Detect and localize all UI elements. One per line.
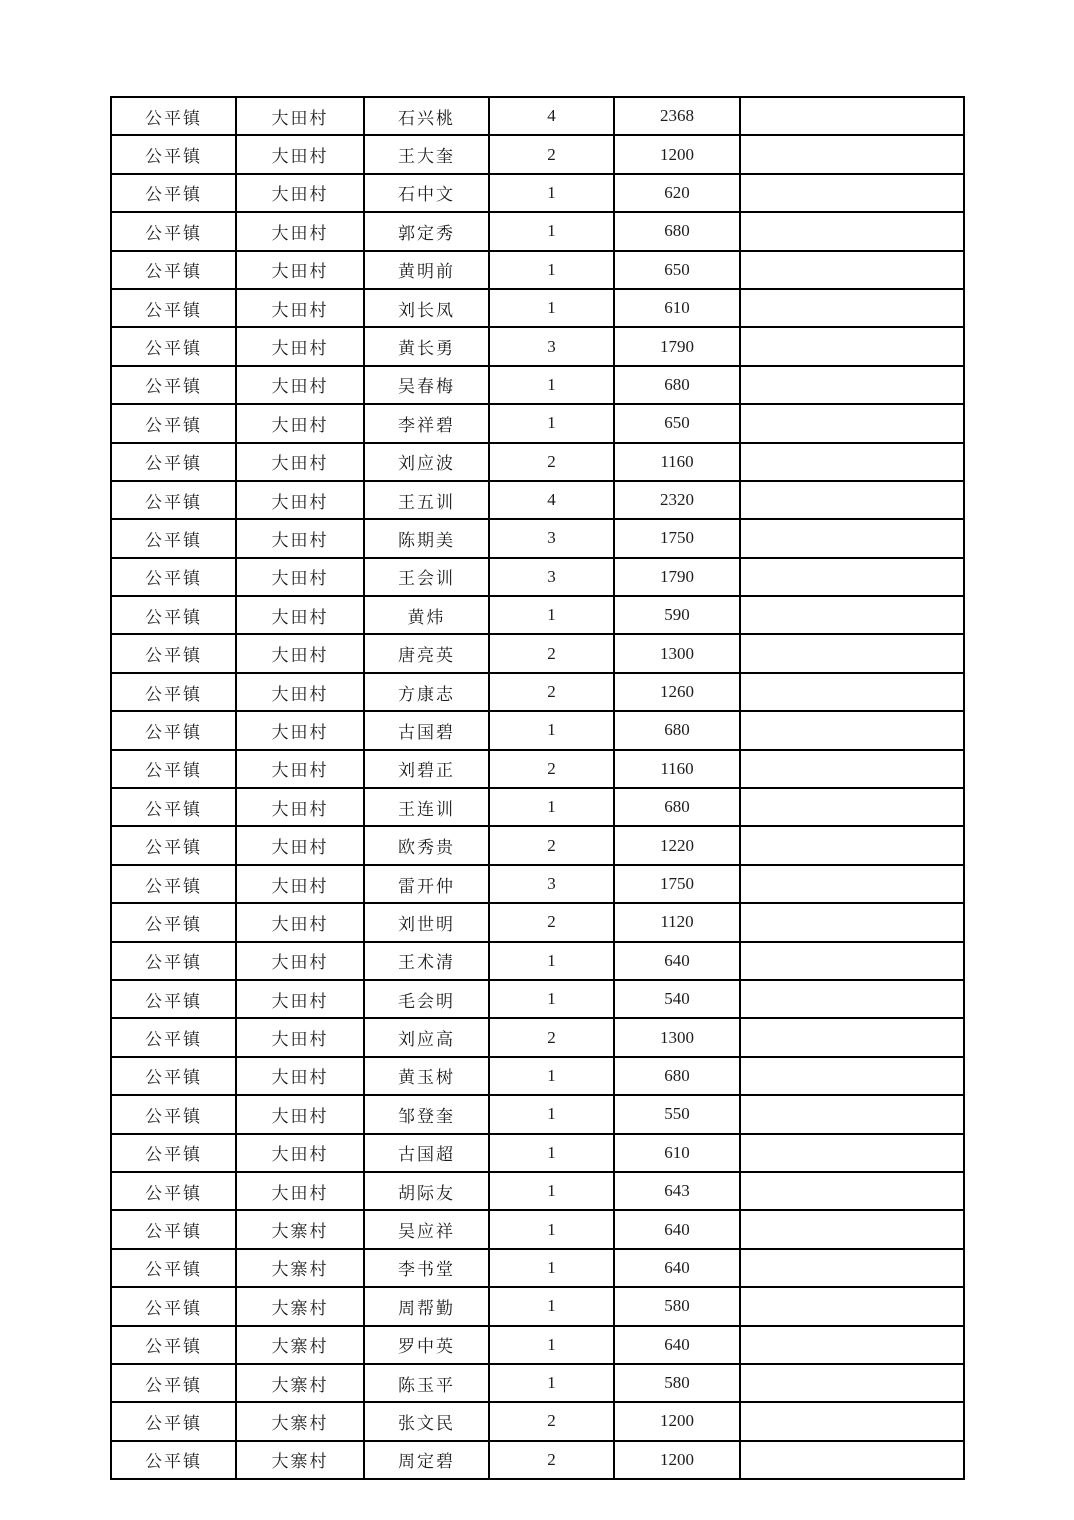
cell-amount: 1220 xyxy=(614,826,740,864)
cell-amount: 540 xyxy=(614,980,740,1018)
cell-note xyxy=(740,1210,964,1248)
cell-name: 刘碧正 xyxy=(364,750,489,788)
cell-town: 公平镇 xyxy=(111,97,236,135)
cell-name: 张文民 xyxy=(364,1402,489,1440)
table-row xyxy=(111,980,964,1018)
cell-amount: 1160 xyxy=(614,750,740,788)
cell-note xyxy=(740,1249,964,1287)
cell-town: 公平镇 xyxy=(111,865,236,903)
cell-town: 公平镇 xyxy=(111,327,236,365)
cell-village: 大田村 xyxy=(236,443,364,481)
table-row xyxy=(111,1057,964,1095)
cell-town: 公平镇 xyxy=(111,1326,236,1364)
cell-name: 毛会明 xyxy=(364,980,489,1018)
cell-town: 公平镇 xyxy=(111,750,236,788)
cell-name: 李祥碧 xyxy=(364,404,489,442)
cell-count: 1 xyxy=(489,174,614,212)
cell-town: 公平镇 xyxy=(111,711,236,749)
cell-amount: 1200 xyxy=(614,1402,740,1440)
cell-note xyxy=(740,174,964,212)
cell-amount: 580 xyxy=(614,1287,740,1325)
cell-amount: 640 xyxy=(614,1210,740,1248)
cell-town: 公平镇 xyxy=(111,1249,236,1287)
cell-amount: 640 xyxy=(614,942,740,980)
cell-name: 王连训 xyxy=(364,788,489,826)
cell-name: 李书堂 xyxy=(364,1249,489,1287)
table-row xyxy=(111,634,964,672)
cell-name: 欧秀贵 xyxy=(364,826,489,864)
table-row xyxy=(111,366,964,404)
cell-village: 大寨村 xyxy=(236,1441,364,1479)
table-row xyxy=(111,404,964,442)
cell-town: 公平镇 xyxy=(111,1172,236,1210)
cell-amount: 640 xyxy=(614,1249,740,1287)
cell-village: 大田村 xyxy=(236,980,364,1018)
cell-town: 公平镇 xyxy=(111,558,236,596)
cell-count: 1 xyxy=(489,1364,614,1402)
cell-village: 大寨村 xyxy=(236,1364,364,1402)
cell-town: 公平镇 xyxy=(111,942,236,980)
cell-amount: 1790 xyxy=(614,558,740,596)
cell-town: 公平镇 xyxy=(111,1210,236,1248)
cell-town: 公平镇 xyxy=(111,634,236,672)
cell-town: 公平镇 xyxy=(111,826,236,864)
cell-name: 周定碧 xyxy=(364,1441,489,1479)
cell-note xyxy=(740,519,964,557)
cell-note xyxy=(740,865,964,903)
cell-amount: 1750 xyxy=(614,865,740,903)
cell-amount: 2320 xyxy=(614,481,740,519)
cell-name: 陈期美 xyxy=(364,519,489,557)
cell-note xyxy=(740,596,964,634)
cell-amount: 1790 xyxy=(614,327,740,365)
cell-town: 公平镇 xyxy=(111,1018,236,1056)
cell-town: 公平镇 xyxy=(111,481,236,519)
cell-amount: 1200 xyxy=(614,135,740,173)
cell-village: 大田村 xyxy=(236,481,364,519)
cell-town: 公平镇 xyxy=(111,596,236,634)
cell-name: 雷开仲 xyxy=(364,865,489,903)
table-body xyxy=(111,97,964,1479)
cell-note xyxy=(740,1287,964,1325)
table-row xyxy=(111,1210,964,1248)
cell-name: 唐亮英 xyxy=(364,634,489,672)
cell-village: 大田村 xyxy=(236,97,364,135)
cell-count: 4 xyxy=(489,481,614,519)
cell-amount: 620 xyxy=(614,174,740,212)
table-row xyxy=(111,519,964,557)
cell-amount: 1300 xyxy=(614,634,740,672)
cell-note xyxy=(740,1402,964,1440)
cell-amount: 1200 xyxy=(614,1441,740,1479)
cell-town: 公平镇 xyxy=(111,366,236,404)
cell-name: 刘应波 xyxy=(364,443,489,481)
cell-name: 王术清 xyxy=(364,942,489,980)
cell-amount: 650 xyxy=(614,251,740,289)
table-row xyxy=(111,1287,964,1325)
cell-name: 罗中英 xyxy=(364,1326,489,1364)
cell-village: 大田村 xyxy=(236,596,364,634)
cell-note xyxy=(740,558,964,596)
table-row xyxy=(111,826,964,864)
cell-name: 古国超 xyxy=(364,1134,489,1172)
cell-name: 石兴桃 xyxy=(364,97,489,135)
table-row xyxy=(111,903,964,941)
cell-village: 大田村 xyxy=(236,1095,364,1133)
cell-village: 大田村 xyxy=(236,1172,364,1210)
cell-note xyxy=(740,97,964,135)
cell-amount: 610 xyxy=(614,1134,740,1172)
cell-note xyxy=(740,1326,964,1364)
table-row xyxy=(111,788,964,826)
cell-village: 大田村 xyxy=(236,212,364,250)
cell-town: 公平镇 xyxy=(111,519,236,557)
cell-name: 吴春梅 xyxy=(364,366,489,404)
cell-count: 1 xyxy=(489,366,614,404)
cell-count: 3 xyxy=(489,519,614,557)
cell-amount: 1750 xyxy=(614,519,740,557)
cell-name: 古国碧 xyxy=(364,711,489,749)
cell-count: 2 xyxy=(489,1441,614,1479)
cell-count: 2 xyxy=(489,634,614,672)
cell-name: 刘应高 xyxy=(364,1018,489,1056)
cell-count: 1 xyxy=(489,1249,614,1287)
cell-note xyxy=(740,366,964,404)
cell-village: 大田村 xyxy=(236,903,364,941)
cell-count: 2 xyxy=(489,135,614,173)
cell-name: 石中文 xyxy=(364,174,489,212)
cell-name: 吴应祥 xyxy=(364,1210,489,1248)
cell-name: 邹登奎 xyxy=(364,1095,489,1133)
cell-count: 1 xyxy=(489,1287,614,1325)
cell-count: 1 xyxy=(489,788,614,826)
cell-amount: 640 xyxy=(614,1326,740,1364)
cell-note xyxy=(740,1057,964,1095)
cell-count: 2 xyxy=(489,750,614,788)
table-row xyxy=(111,673,964,711)
cell-note xyxy=(740,1134,964,1172)
cell-town: 公平镇 xyxy=(111,788,236,826)
cell-town: 公平镇 xyxy=(111,135,236,173)
cell-count: 1 xyxy=(489,942,614,980)
table-row xyxy=(111,1326,964,1364)
cell-town: 公平镇 xyxy=(111,980,236,1018)
cell-note xyxy=(740,750,964,788)
cell-amount: 580 xyxy=(614,1364,740,1402)
cell-town: 公平镇 xyxy=(111,673,236,711)
cell-village: 大田村 xyxy=(236,788,364,826)
table-row xyxy=(111,97,964,135)
cell-name: 胡际友 xyxy=(364,1172,489,1210)
cell-village: 大田村 xyxy=(236,404,364,442)
cell-note xyxy=(740,980,964,1018)
cell-note xyxy=(740,711,964,749)
table-row xyxy=(111,596,964,634)
table-row xyxy=(111,1134,964,1172)
cell-count: 3 xyxy=(489,327,614,365)
table-row xyxy=(111,1441,964,1479)
cell-village: 大田村 xyxy=(236,251,364,289)
cell-village: 大田村 xyxy=(236,711,364,749)
cell-count: 1 xyxy=(489,289,614,327)
cell-amount: 650 xyxy=(614,404,740,442)
cell-name: 陈玉平 xyxy=(364,1364,489,1402)
cell-count: 1 xyxy=(489,404,614,442)
table-row xyxy=(111,711,964,749)
cell-amount: 1260 xyxy=(614,673,740,711)
cell-amount: 680 xyxy=(614,366,740,404)
cell-amount: 680 xyxy=(614,1057,740,1095)
cell-village: 大田村 xyxy=(236,519,364,557)
cell-note xyxy=(740,251,964,289)
cell-village: 大田村 xyxy=(236,1018,364,1056)
cell-count: 2 xyxy=(489,1402,614,1440)
table-row xyxy=(111,212,964,250)
cell-note xyxy=(740,212,964,250)
cell-town: 公平镇 xyxy=(111,1095,236,1133)
cell-count: 4 xyxy=(489,97,614,135)
cell-amount: 1300 xyxy=(614,1018,740,1056)
cell-count: 1 xyxy=(489,1210,614,1248)
cell-count: 1 xyxy=(489,1095,614,1133)
cell-amount: 2368 xyxy=(614,97,740,135)
table-row xyxy=(111,558,964,596)
cell-town: 公平镇 xyxy=(111,1364,236,1402)
cell-amount: 643 xyxy=(614,1172,740,1210)
cell-count: 1 xyxy=(489,1172,614,1210)
cell-village: 大田村 xyxy=(236,174,364,212)
cell-note xyxy=(740,826,964,864)
table-row xyxy=(111,1364,964,1402)
table-row xyxy=(111,942,964,980)
table-row xyxy=(111,865,964,903)
cell-count: 2 xyxy=(489,826,614,864)
cell-town: 公平镇 xyxy=(111,1402,236,1440)
table-row xyxy=(111,1172,964,1210)
cell-note xyxy=(740,135,964,173)
cell-amount: 1120 xyxy=(614,903,740,941)
cell-village: 大田村 xyxy=(236,327,364,365)
cell-village: 大田村 xyxy=(236,558,364,596)
table-row xyxy=(111,1018,964,1056)
cell-town: 公平镇 xyxy=(111,1134,236,1172)
cell-village: 大田村 xyxy=(236,1134,364,1172)
table-row xyxy=(111,327,964,365)
cell-amount: 590 xyxy=(614,596,740,634)
cell-amount: 550 xyxy=(614,1095,740,1133)
cell-name: 王会训 xyxy=(364,558,489,596)
table-row xyxy=(111,750,964,788)
cell-note xyxy=(740,404,964,442)
cell-amount: 680 xyxy=(614,788,740,826)
cell-name: 黄长勇 xyxy=(364,327,489,365)
cell-note xyxy=(740,481,964,519)
cell-note xyxy=(740,1441,964,1479)
cell-note xyxy=(740,1018,964,1056)
cell-count: 2 xyxy=(489,673,614,711)
table-row xyxy=(111,251,964,289)
table-row xyxy=(111,289,964,327)
table-row xyxy=(111,1249,964,1287)
cell-town: 公平镇 xyxy=(111,903,236,941)
cell-note xyxy=(740,327,964,365)
cell-amount: 1160 xyxy=(614,443,740,481)
cell-town: 公平镇 xyxy=(111,1441,236,1479)
cell-village: 大寨村 xyxy=(236,1326,364,1364)
cell-count: 3 xyxy=(489,558,614,596)
cell-note xyxy=(740,289,964,327)
cell-town: 公平镇 xyxy=(111,443,236,481)
cell-village: 大田村 xyxy=(236,135,364,173)
cell-count: 1 xyxy=(489,1134,614,1172)
cell-count: 1 xyxy=(489,711,614,749)
cell-village: 大寨村 xyxy=(236,1287,364,1325)
cell-amount: 680 xyxy=(614,711,740,749)
cell-note xyxy=(740,942,964,980)
cell-name: 周帮勤 xyxy=(364,1287,489,1325)
cell-village: 大寨村 xyxy=(236,1249,364,1287)
cell-town: 公平镇 xyxy=(111,289,236,327)
cell-count: 2 xyxy=(489,443,614,481)
cell-town: 公平镇 xyxy=(111,1057,236,1095)
cell-count: 1 xyxy=(489,596,614,634)
cell-name: 方康志 xyxy=(364,673,489,711)
cell-note xyxy=(740,634,964,672)
cell-count: 1 xyxy=(489,1326,614,1364)
table-row xyxy=(111,1402,964,1440)
cell-note xyxy=(740,1095,964,1133)
cell-village: 大田村 xyxy=(236,289,364,327)
cell-note xyxy=(740,443,964,481)
cell-name: 王五训 xyxy=(364,481,489,519)
cell-name: 刘长凤 xyxy=(364,289,489,327)
cell-note xyxy=(740,1364,964,1402)
cell-count: 1 xyxy=(489,251,614,289)
cell-town: 公平镇 xyxy=(111,404,236,442)
cell-note xyxy=(740,673,964,711)
cell-note xyxy=(740,1172,964,1210)
cell-village: 大田村 xyxy=(236,366,364,404)
cell-name: 王大奎 xyxy=(364,135,489,173)
cell-amount: 610 xyxy=(614,289,740,327)
cell-count: 1 xyxy=(489,212,614,250)
cell-count: 3 xyxy=(489,865,614,903)
cell-count: 2 xyxy=(489,903,614,941)
table-row xyxy=(111,174,964,212)
table-row xyxy=(111,481,964,519)
cell-village: 大田村 xyxy=(236,673,364,711)
cell-town: 公平镇 xyxy=(111,251,236,289)
cell-village: 大田村 xyxy=(236,942,364,980)
records-table xyxy=(110,96,965,1480)
cell-town: 公平镇 xyxy=(111,1287,236,1325)
cell-name: 黄明前 xyxy=(364,251,489,289)
cell-village: 大田村 xyxy=(236,1057,364,1095)
cell-town: 公平镇 xyxy=(111,174,236,212)
cell-count: 1 xyxy=(489,1057,614,1095)
cell-village: 大田村 xyxy=(236,865,364,903)
table-row xyxy=(111,1095,964,1133)
cell-village: 大寨村 xyxy=(236,1402,364,1440)
cell-amount: 680 xyxy=(614,212,740,250)
cell-village: 大田村 xyxy=(236,750,364,788)
cell-note xyxy=(740,903,964,941)
cell-village: 大田村 xyxy=(236,826,364,864)
cell-name: 刘世明 xyxy=(364,903,489,941)
cell-count: 1 xyxy=(489,980,614,1018)
table-row xyxy=(111,443,964,481)
cell-name: 黄玉树 xyxy=(364,1057,489,1095)
cell-count: 2 xyxy=(489,1018,614,1056)
cell-name: 黄炜 xyxy=(364,596,489,634)
table-row xyxy=(111,135,964,173)
cell-note xyxy=(740,788,964,826)
cell-village: 大田村 xyxy=(236,634,364,672)
cell-town: 公平镇 xyxy=(111,212,236,250)
cell-name: 郭定秀 xyxy=(364,212,489,250)
cell-village: 大寨村 xyxy=(236,1210,364,1248)
